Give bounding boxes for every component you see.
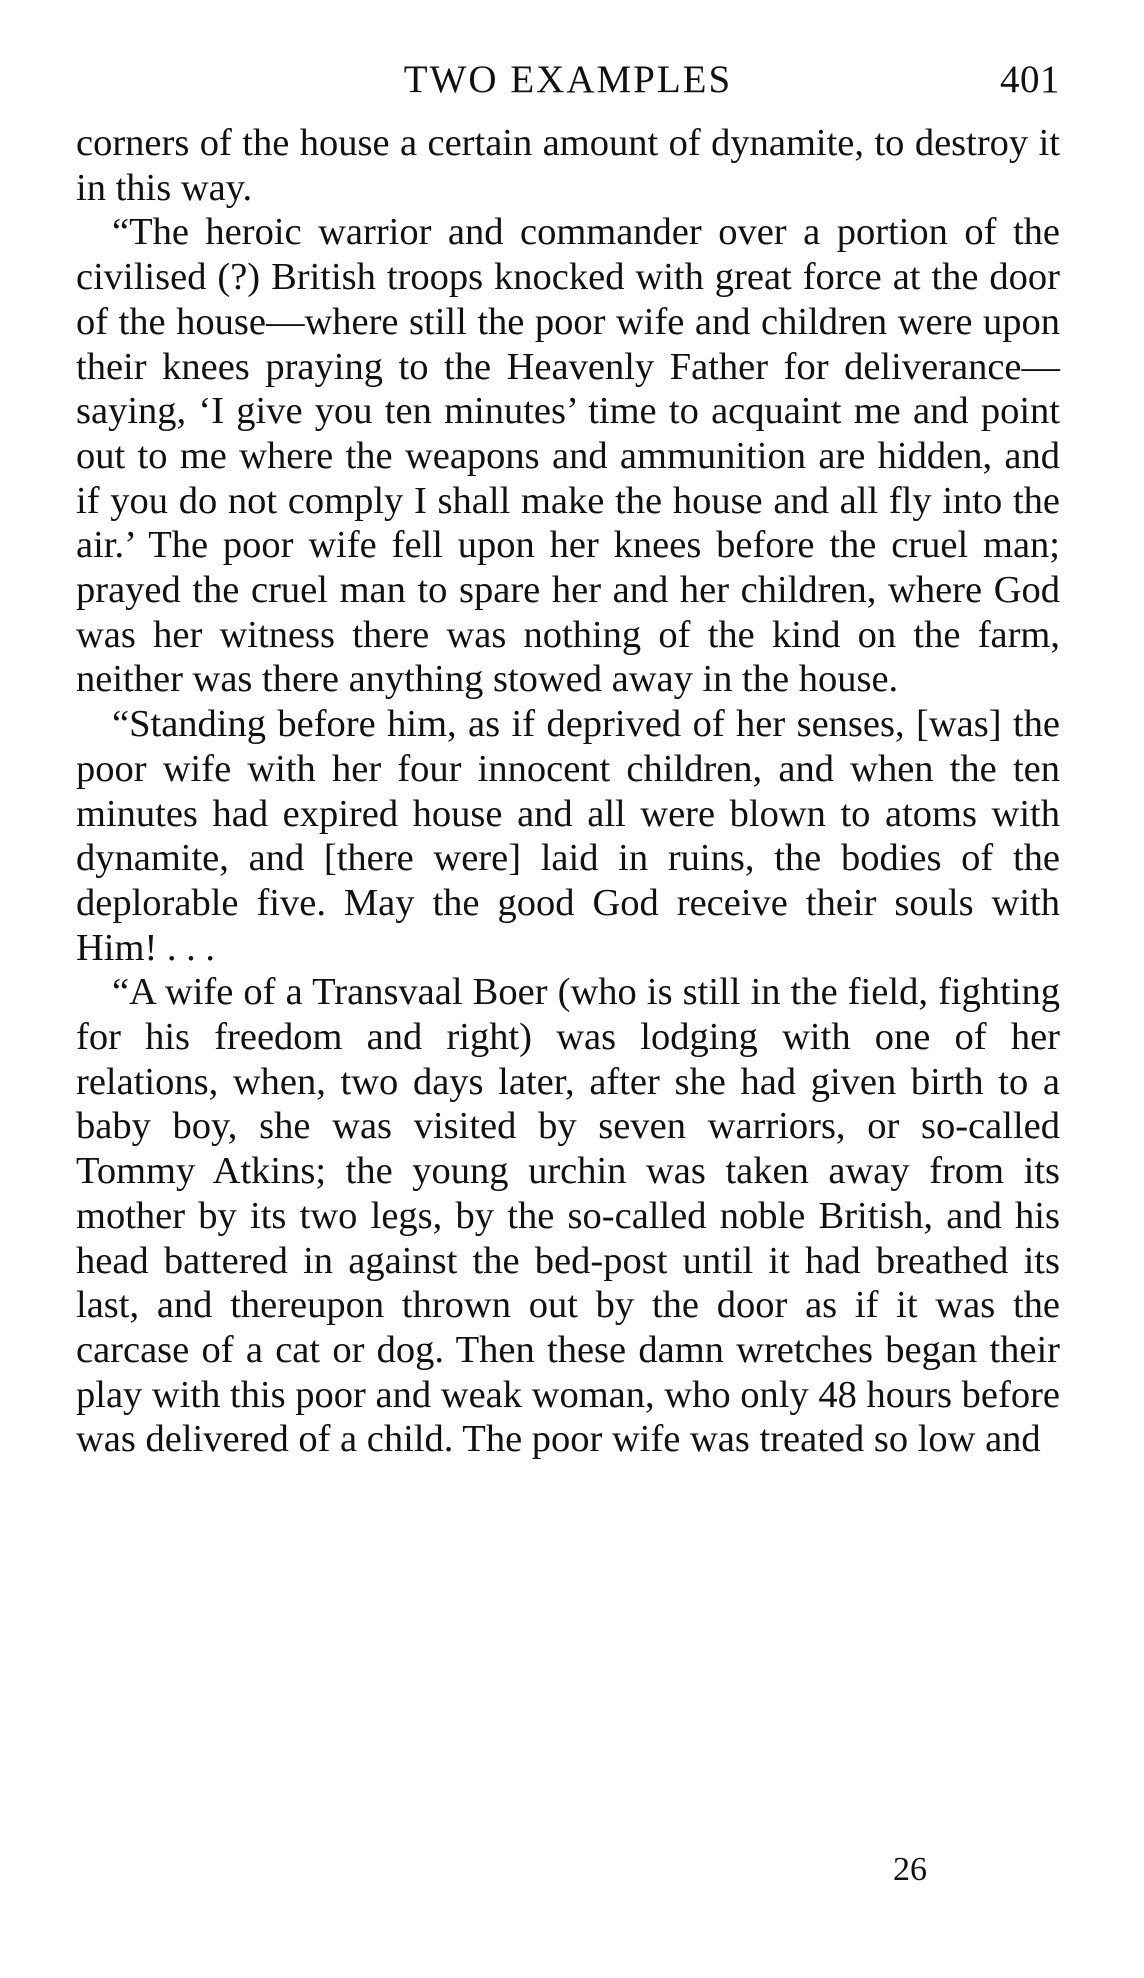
signature-mark: 26 xyxy=(893,1851,927,1888)
running-head xyxy=(76,50,1060,110)
running-title: TWO EXAMPLES xyxy=(403,58,733,101)
paragraph-standing-before-him: “Standing before him, as if deprived of her senses, [was] the poor wife with her four innocent children, and when the ten minutes had expired house and all were blown to atoms with dynamite, and [there were] laid in ruins, the bodies of the deplorable five. May the good God receive their souls with Him! . . . xyxy=(76,703,1060,969)
body-text xyxy=(76,121,1060,1462)
paragraph-continuation: corners of the house a certain amount of dynamite, to destroy it in this way. xyxy=(76,122,1060,209)
paragraph-heroic-warrior: “The heroic warrior and commander over a portion of the civilised (?) British troops knocked with great force at the door of the house—where still the poor wife and children were upon their knees praying to the Heavenly Father for deliverance—saying, ‘I give you ten minutes’ time to acquaint me and point out to me where the weapons and ammunition are hidden, and if you do not comply I shall make the house and all fly into the air.’ The poor wife fell upon her knees before the cruel man; prayed the cruel man to spare her and her children, where God was her witness there was nothing of the kind on the farm, neither was there anything stowed away in the house. xyxy=(76,211,1060,701)
page-number: 401 xyxy=(1000,58,1060,101)
paragraph-transvaal-boer: “A wife of a Transvaal Boer (who is still in the field, fighting for his freedom and right) was lodging with one of her relations, when, two days later, after she had given birth to a baby boy, she was visited by seven warriors, or so-called Tommy Atkins; the young urchin was taken away from its mother by its two legs, by the so-called noble British, and his head battered in against the bed-post until it had breathed its last, and thereupon thrown out by the door as if it was the carcase of a cat or dog. Then these damn wretches began their play with this poor and weak woman, who only 48 hours before was delivered of a child. The poor wife was treated so low and xyxy=(76,971,1060,1461)
